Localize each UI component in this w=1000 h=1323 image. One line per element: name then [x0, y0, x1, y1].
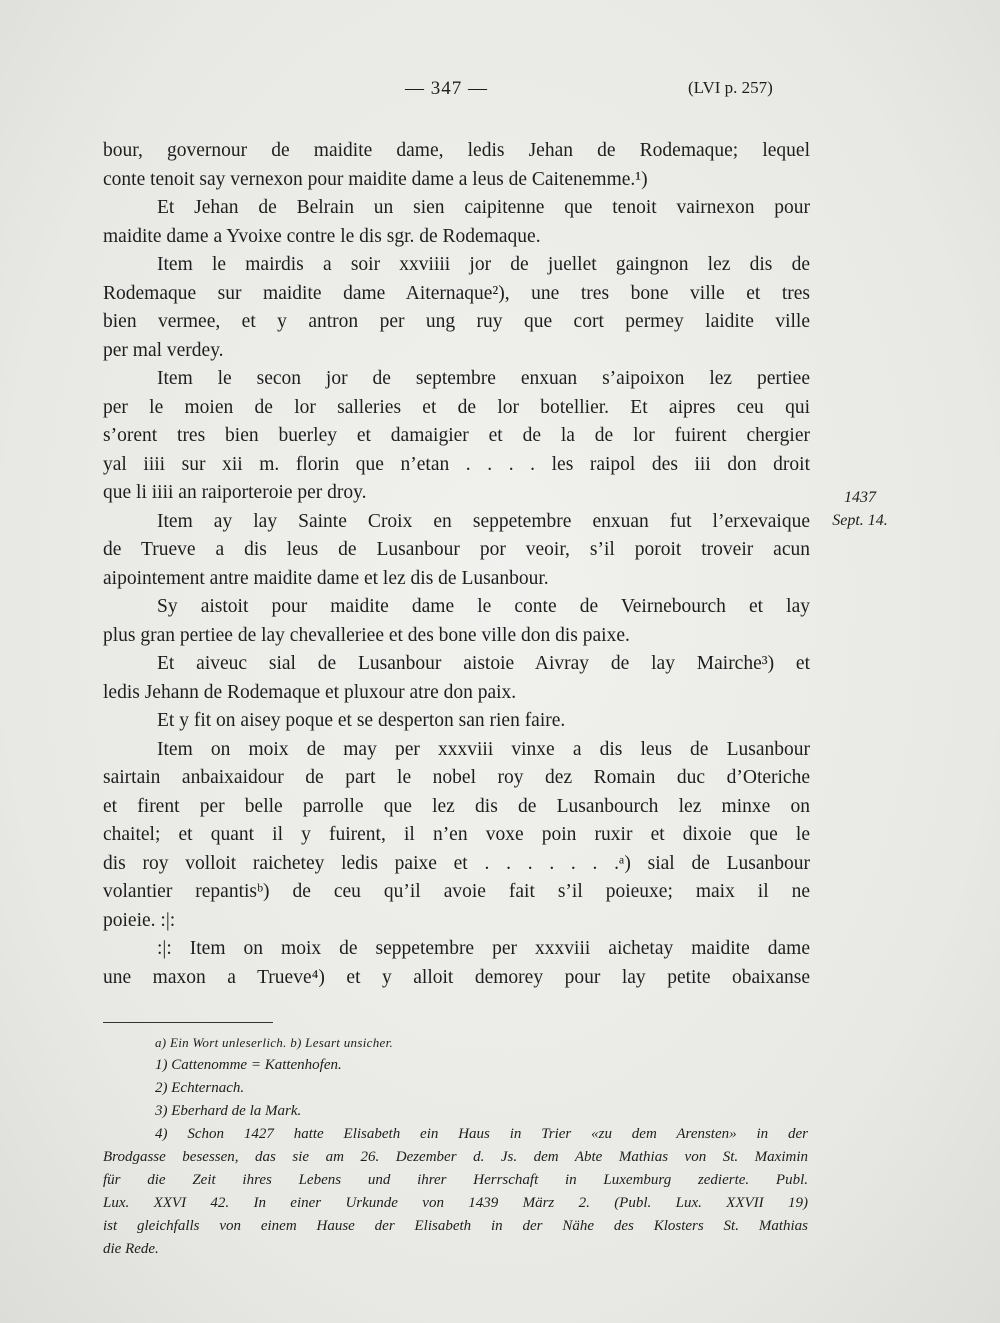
text-line: Item ay lay Sainte Croix en seppetembre enxuan fut l’erxevaique — [157, 510, 810, 532]
text-line: Et Jehan de Belrain un sien caipitenne que tenoit vairnexon pour — [157, 197, 810, 218]
text-line: Sy aistoit pour maidite dame le conte de Veirnebourch et lay — [157, 596, 810, 617]
text-line: de Trueve a dis leus de Lusanbour por veoir, s’il poroit troveir acun — [103, 539, 810, 560]
margin-date: Sept. 14. — [832, 512, 888, 529]
text-line: per mal verdey. — [103, 339, 224, 361]
margin-date-note — [815, 486, 905, 532]
text-line: Item on moix de may per xxxviii vinxe a dis leus de Lusanbour — [157, 738, 810, 760]
footnote-line: ist gleichfalls von einem Hause der Elisabeth in der Nähe des Klosters St. Mathias — [103, 1218, 808, 1234]
text-line: Et aiveuc sial de Lusanbour aistoie Aivray de lay Mairche³) et — [157, 653, 810, 674]
text-line: maidite dame a Yvoixe contre le dis sgr. de Rodemaque. — [103, 225, 541, 247]
footnote-line: 3) Eberhard de la Mark. — [155, 1103, 302, 1119]
footnote-divider — [103, 1022, 273, 1023]
footnote-line: für die Zeit ihres Lebens und ihrer Herrschaft in Luxemburg zedierte. Publ. — [103, 1172, 808, 1188]
footnote-line: Lux. XXVI 42. In einer Urkunde von 1439 März 2. (Publ. Lux. XXVII 19) — [103, 1195, 808, 1211]
footnote-line: 4) Schon 1427 hatte Elisabeth ein Haus in Trier «zu dem Arensten» in der — [155, 1126, 808, 1142]
footnote-line: die Rede. — [103, 1241, 159, 1257]
text-line: Item le mairdis a soir xxviiii jor de juellet gaingnon lez dis de — [157, 254, 810, 275]
text-line: bour, governour de maidite dame, ledis Jehan de Rodemaque; lequel — [103, 140, 810, 161]
text-line: plus gran pertiee de lay chevalleriee et des bone ville don dis paixe. — [103, 624, 630, 646]
text-line: chaitel; et quant il y fuirent, il n’en voxe poin ruxir et dixoie que le — [103, 824, 810, 845]
footnote-line: 2) Echternach. — [155, 1080, 245, 1096]
text-line: dis roy volloit raichetey ledis paixe et . . . . . . .ᵃ) sial de Lusanbour — [103, 852, 810, 874]
text-line: s’orent tres bien buerley et damaigier et de la de lor fuirent chergier — [103, 425, 810, 446]
footnote-line: Brodgasse besessen, das sie am 26. Dezember d. Js. dem Abte Mathias von St. Maximin — [103, 1149, 808, 1165]
text-line: bien vermee, et y antron per ung ruy que cort permey laidite ville — [103, 311, 810, 332]
text-line: per le moien de lor salleries et de lor botellier. Et aipres ceu qui — [103, 396, 810, 418]
footnote-line: 1) Cattenomme = Kattenhofen. — [155, 1057, 342, 1073]
text-line: conte tenoit say vernexon pour maidite dame a leus de Caitenemme.¹) — [103, 168, 648, 190]
text-line: que li iiii an raiporteroie per droy. — [103, 482, 367, 503]
text-line: une maxon a Trueve⁴) et y alloit demorey pour lay petite obaixanse — [103, 966, 810, 988]
text-line: aipointement antre maidite dame et lez dis de Lusanbour. — [103, 567, 549, 589]
text-line: Item le secon jor de septembre enxuan s’aipoixon lez pertiee — [157, 368, 810, 389]
text-line: sairtain anbaixaidour de part le nobel roy dez Romain duc d’Oteriche — [103, 767, 810, 788]
text-line: et firent per belle parrolle que lez dis de Lusanbourch lez minxe on — [103, 795, 810, 817]
margin-year: 1437 — [844, 489, 876, 506]
text-line: Rodemaque sur maidite dame Aiternaque²), une tres bone ville et tres — [103, 282, 810, 304]
footnote-line: a) Ein Wort unleserlich. b) Lesart unsicher. — [155, 1035, 394, 1050]
text-line: volantier repantisᵇ) de ceu qu’il avoie fait s’il poieuxe; maix il ne — [103, 881, 810, 902]
text-line: yal iiii sur xii m. florin que n’etan . . . . les raipol des iii don droit — [103, 453, 810, 475]
page-number: — 347 — — [405, 78, 488, 99]
page-header — [0, 72, 1000, 106]
text-line: poieie. :|: — [103, 909, 176, 931]
page-reference: (LVI p. 257) — [688, 78, 773, 97]
text-line: :|: Item on moix de seppetembre per xxxviii aichetay maidite dame — [157, 938, 810, 959]
main-text — [103, 137, 810, 992]
text-line: ledis Jehann de Rodemaque et pluxour atre don paix. — [103, 681, 517, 703]
footnotes — [103, 1031, 808, 1261]
text-line: Et y fit on aisey poque et se desperton san rien faire. — [157, 710, 566, 731]
